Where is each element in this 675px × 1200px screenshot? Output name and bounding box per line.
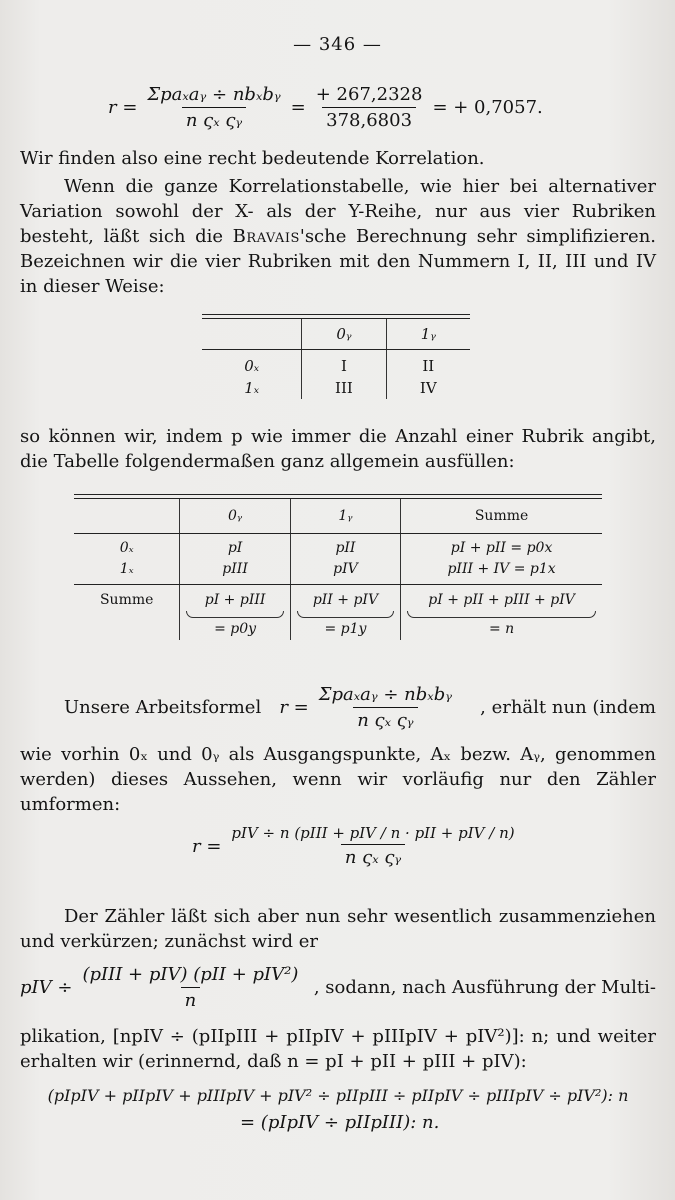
table1-col-0y xyxy=(301,350,385,399)
eq3-fraction xyxy=(78,964,302,1011)
table2-cell: pI + pII = p0x xyxy=(450,540,553,556)
numerator-equation xyxy=(192,824,525,868)
table2-row-labels xyxy=(74,534,179,584)
table2-col-0y xyxy=(179,534,289,584)
p4-formula xyxy=(279,684,462,731)
result-equation: = (pIpIV ÷ pIIpIII): n. xyxy=(240,1112,440,1133)
table1-body xyxy=(202,350,470,399)
brace-line xyxy=(297,611,394,618)
eq1-numerator: Σpaₓaᵧ ÷ nbₓbᵧ xyxy=(147,84,281,105)
table2-foot-summe xyxy=(400,585,602,640)
table2-header-summe: Summe xyxy=(400,499,602,533)
table2-cell: pI xyxy=(227,540,243,556)
p4-lhs: r = xyxy=(279,697,309,718)
eq2-numerator: pIV ÷ n (pIII + pIV / n · pII + pIV / n) xyxy=(231,824,515,842)
table2-foot-total: = p1y xyxy=(324,621,367,637)
page-number: — 346 — xyxy=(293,34,382,55)
arbeitsformel-line xyxy=(64,684,656,731)
eq3-lhs: pIV ÷ xyxy=(20,977,73,998)
p4-denominator: n ςₓ ςᵧ xyxy=(353,707,417,731)
eq2-fraction xyxy=(227,824,518,868)
table2-foot-label-cell xyxy=(74,585,179,640)
table2-row-label: 0ₓ xyxy=(119,540,134,556)
eq1-equals: = xyxy=(290,97,306,118)
table2-foot-sum: pI + pII + pIII + pIV xyxy=(428,592,575,608)
table1-cell: IV xyxy=(419,379,437,397)
correlation-equation xyxy=(108,84,543,131)
paragraph-1: Wir finden also eine recht bedeutende Korrelation. xyxy=(20,148,485,169)
eq2-denominator: n ςₓ ςᵧ xyxy=(341,844,405,868)
table1-cell: III xyxy=(335,379,353,397)
table1-top-rule xyxy=(202,314,470,315)
paragraph-3: so können wir, indem p wie immer die Anzahl einer Rubrik angibt, die Tabelle folgendermaßen ganz allgemein ausfüllen: xyxy=(20,426,656,472)
eq1-fraction-values xyxy=(312,84,427,131)
eq3-denominator: n xyxy=(181,987,201,1011)
table1-header-0y: 0ᵧ xyxy=(301,319,385,349)
table1-row-label: 1ₓ xyxy=(244,379,260,397)
p4-numerator: Σpaₓaᵧ ÷ nbₓbᵧ xyxy=(318,684,452,705)
paragraph-2-part-a: Wenn die ganze Korrelationstabelle, wie hier bei alternativer Variation sowohl der X- als der Y-Reihe, nur aus vier Rubriken besteht, läßt sich die xyxy=(20,176,656,247)
table2-body xyxy=(74,534,602,585)
table1-row-label: 0ₓ xyxy=(244,357,260,375)
table1-cell: I xyxy=(340,357,347,375)
eq1-lhs: r = xyxy=(108,97,138,118)
table1-col-1y xyxy=(386,350,470,399)
table2-col-1y xyxy=(290,534,400,584)
table2-foot-sum: pII + pIV xyxy=(312,592,379,608)
table1-header xyxy=(202,319,470,350)
table2-row-label: 1ₓ xyxy=(119,561,134,577)
table2-header-1y: 1ᵧ xyxy=(290,499,400,533)
paragraph-5: Der Zähler läßt sich aber nun sehr wesentlich zusammenziehen und verkürzen; zunächst wird er xyxy=(20,906,656,952)
expansion-equation: (pIpIV + pIIpIV + pIIIpIV + pIV² ÷ pIIpIII ÷ pIIpIV ÷ pIIIpIV ÷ pIV²): n xyxy=(47,1086,629,1105)
table2-top-rule xyxy=(74,494,602,495)
table2-header xyxy=(74,499,602,534)
table2-cell: pIII + IV = p1x xyxy=(447,561,556,577)
rubric-table xyxy=(202,314,470,399)
table2-header-0y: 0ᵧ xyxy=(179,499,289,533)
general-table xyxy=(74,494,602,640)
table2-footer xyxy=(74,585,602,640)
eq3-numerator: (pIII + pIV) (pII + pIV²) xyxy=(82,964,299,985)
eq1-fraction xyxy=(143,84,284,131)
table2-cell: pIV xyxy=(333,561,358,577)
table2-foot-total: = n xyxy=(488,621,515,637)
paragraph-4-continued: wie vorhin 0ₓ und 0ᵧ als Ausgangspunkte, Aₓ bezw. Aᵧ, genommen werden) dieses Aussehen, wenn wir vorläufig nur den Zähler umformen: xyxy=(20,744,656,815)
eq1-denominator: n ςₓ ςᵧ xyxy=(182,107,246,131)
table2-cell: pIII xyxy=(222,561,248,577)
eq3-text: , sodann, nach Ausführung der Multi- xyxy=(313,977,656,998)
brace-line xyxy=(186,611,283,618)
eq1-result: = + 0,7057. xyxy=(432,97,543,118)
table2-cell: pII xyxy=(335,540,356,556)
table1-header-1y: 1ᵧ xyxy=(386,319,470,349)
paragraph-2-part-b: 'sche Berechnung sehr simplifizieren. Bezeichnen wir die vier Rubriken mit den Nummern I, II, III und IV in dieser Weise: xyxy=(20,226,657,297)
table2-header-empty xyxy=(74,499,179,533)
eq3-formula xyxy=(20,964,308,1011)
table2-foot-sum: pI + pIII xyxy=(204,592,266,608)
paragraph-6: plikation, [npIV ÷ (pIIpIII + pIIpIV + pIIIpIV + pIV²)]: n; und weiter erhalten wir (erinnernd, daß n = pI + pII + pIII + pIV): xyxy=(20,1026,656,1072)
table1-cell: II xyxy=(422,357,435,375)
table2-foot-0y xyxy=(179,585,289,640)
table2-foot-1y xyxy=(290,585,400,640)
p4-text-b: , erhält nun (indem xyxy=(480,697,656,718)
p4-fraction xyxy=(315,684,456,731)
eq1-denominator-value: 378,6803 xyxy=(322,107,416,131)
table2-foot-label: Summe xyxy=(99,592,154,608)
eq2-lhs: r = xyxy=(192,835,222,857)
table1-row-labels xyxy=(202,350,301,399)
paragraph-2 xyxy=(20,174,656,299)
table2-foot-total: = p0y xyxy=(214,621,257,637)
brace-line xyxy=(407,611,596,618)
author-name-smallcaps: Bravais xyxy=(232,226,300,247)
p4-text-a: Unsere Arbeitsformel xyxy=(64,697,262,718)
multiplication-line xyxy=(20,964,656,1011)
table2-col-summe xyxy=(400,534,602,584)
eq1-numerator-value: + 267,2328 xyxy=(315,84,423,105)
